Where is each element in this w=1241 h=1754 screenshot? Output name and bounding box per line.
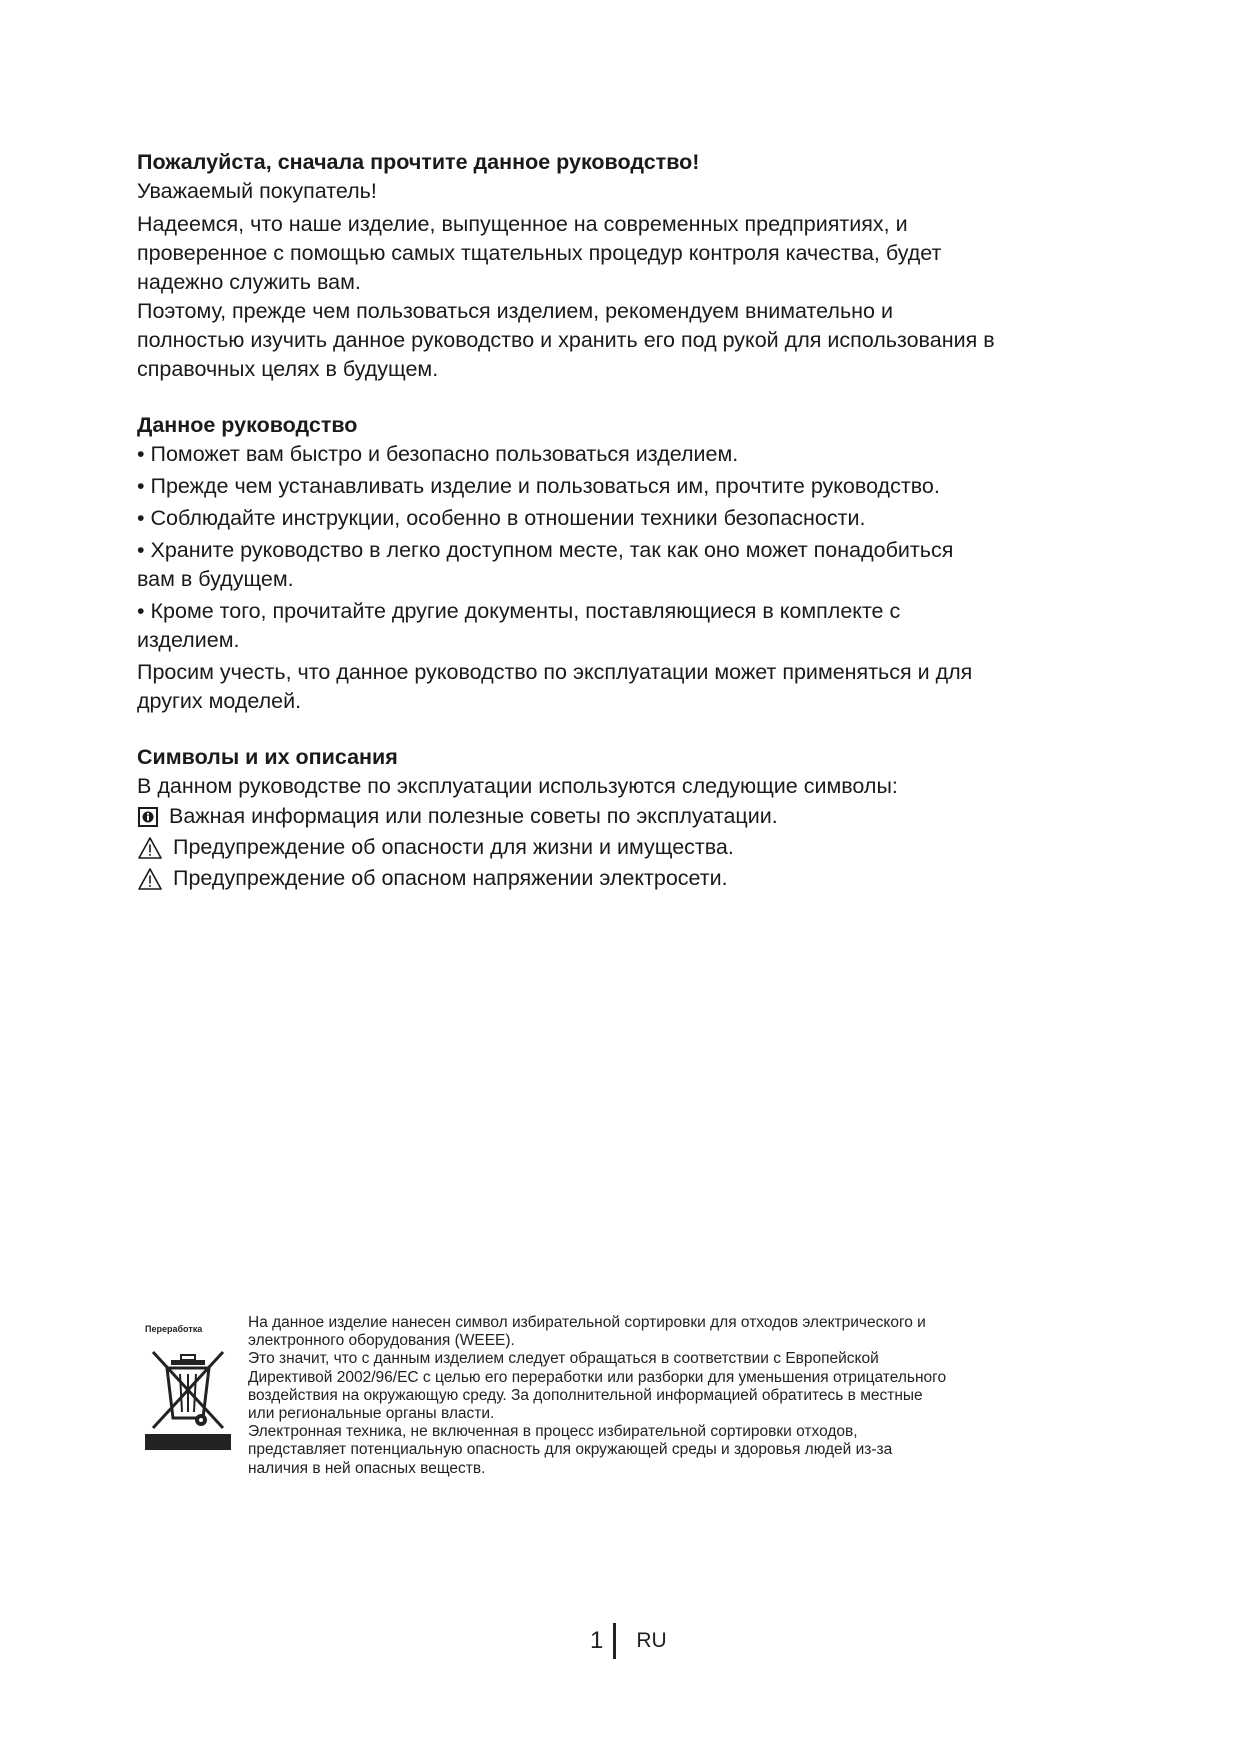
page-number: 1 — [590, 1627, 604, 1654]
info-icon — [137, 806, 159, 828]
intro-line: надежно служить вам. — [137, 270, 361, 294]
intro-line: полностью изучить данное руководство и хранить его под рукой для использования в — [137, 328, 995, 352]
manual-line: • Прежде чем устанавливать изделие и пользоваться им, прочтите руководство. — [137, 474, 940, 498]
manual-line: Просим учесть, что данное руководство по эксплуатации может применяться и для — [137, 660, 973, 684]
weee-line: Электронная техника, не включенная в процесс избирательной сортировки отходов, — [248, 1423, 858, 1441]
symbol-description: Предупреждение об опасном напряжении электросети. — [173, 866, 728, 890]
manual-heading: Данное руководство — [137, 413, 358, 437]
intro-line: Надеемся, что наше изделие, выпущенное на современных предприятиях, и — [137, 212, 908, 236]
manual-line: • Поможет вам быстро и безопасно пользоваться изделием. — [137, 442, 739, 466]
symbol-description: Предупреждение об опасности для жизни и имущества. — [173, 835, 734, 859]
manual-line: других моделей. — [137, 689, 302, 713]
symbols-intro: В данном руководстве по эксплуатации используются следующие символы: — [137, 774, 898, 798]
document-body — [137, 148, 1117, 894]
symbols-heading: Символы и их описания — [137, 745, 398, 769]
symbol-row-info — [137, 801, 1117, 832]
weee-line: наличия в ней опасных веществ. — [248, 1459, 486, 1477]
manual-line: вам в будущем. — [137, 567, 294, 591]
weee-line: Директивой 2002/96/EC с целью его переработки или разборки для уменьшения отрицательного — [248, 1368, 947, 1386]
symbol-row-warning — [137, 832, 1117, 863]
intro-line: Поэтому, прежде чем пользоваться изделием, рекомендуем внимательно и — [137, 299, 893, 323]
weee-line: На данное изделие нанесен символ избирательной сортировки для отходов электрического и — [248, 1314, 926, 1331]
footer-divider — [613, 1623, 616, 1659]
warning-triangle-icon — [137, 867, 163, 891]
symbol-row-voltage — [137, 863, 1117, 894]
weee-line: Это значит, что с данным изделием следует обращаться в соответствии с Европейской — [248, 1350, 879, 1368]
weee-line: или региональные органы власти. — [248, 1405, 495, 1423]
symbol-description: Важная информация или полезные советы по эксплуатации. — [169, 804, 778, 828]
page-footer — [590, 1623, 667, 1659]
weee-text — [248, 1314, 946, 1478]
language-code: RU — [636, 1629, 667, 1652]
manual-line: изделием. — [137, 628, 240, 652]
weee-label: Переработка — [145, 1324, 203, 1334]
intro-line: справочных целях в будущем. — [137, 357, 439, 381]
intro-heading: Пожалуйста, сначала прочтите данное руководство! — [137, 150, 700, 174]
symbols-section — [137, 743, 1117, 894]
intro-line: Уважаемый покупатель! — [137, 179, 377, 203]
manual-line: • Кроме того, прочитайте другие документы, поставляющиеся в комплекте с — [137, 599, 901, 623]
warning-triangle-icon — [137, 836, 163, 860]
weee-line: воздействия на окружающую среду. За дополнительной информацией обратитесь в местные — [248, 1386, 923, 1404]
intro-section — [137, 148, 1117, 384]
manual-line: • Соблюдайте инструкции, особенно в отношении техники безопасности. — [137, 506, 866, 530]
weee-line: представляет потенциальную опасность для окружающей среды и здоровья людей из-за — [248, 1441, 893, 1459]
intro-line: проверенное с помощью самых тщательных процедур контроля качества, будет — [137, 241, 942, 265]
weee-line: электронного оборудования (WEEE). — [248, 1332, 515, 1350]
manual-line: • Храните руководство в легко доступном месте, так как оно может понадобиться — [137, 538, 954, 562]
manual-section — [137, 411, 1117, 716]
crossed-out-bin-icon — [145, 1344, 231, 1454]
